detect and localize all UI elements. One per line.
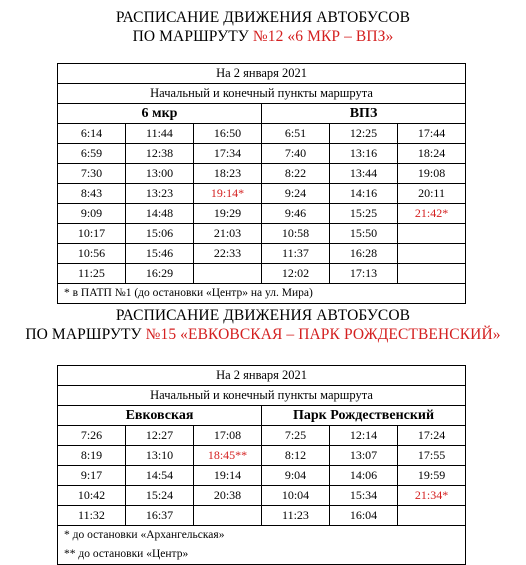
time-row bbox=[58, 244, 466, 264]
time-cell: 19:08 bbox=[398, 164, 466, 184]
time-row bbox=[58, 486, 466, 506]
route12-stop-a: 6 мкр bbox=[58, 104, 262, 124]
time-cell: 17:13 bbox=[330, 264, 398, 284]
route15-date: На 2 января 2021 bbox=[58, 366, 466, 386]
time-cell: 15:25 bbox=[330, 204, 398, 224]
time-cell bbox=[398, 264, 466, 284]
time-row bbox=[58, 446, 466, 466]
time-cell: 15:34 bbox=[330, 486, 398, 506]
time-cell: 21:03 bbox=[194, 224, 262, 244]
time-cell: 13:16 bbox=[330, 144, 398, 164]
route15-title-route: №15 «ЕВКОВСКАЯ – ПАРК РОЖДЕСТВЕНСКИЙ» bbox=[145, 326, 501, 343]
time-cell: 9:09 bbox=[58, 204, 126, 224]
route15-stop-b: Парк Рождественский bbox=[262, 406, 466, 426]
time-cell bbox=[398, 244, 466, 264]
time-cell: 20:38 bbox=[194, 486, 262, 506]
time-cell: 17:08 bbox=[194, 426, 262, 446]
route15-footnote-1: * до остановки «Архангельская» bbox=[58, 526, 466, 546]
time-cell bbox=[194, 506, 262, 526]
time-cell: 8:12 bbox=[262, 446, 330, 466]
time-cell: 16:29 bbox=[126, 264, 194, 284]
route15-points-header: Начальный и конечный пункты маршрута bbox=[58, 386, 466, 406]
time-cell: 7:30 bbox=[58, 164, 126, 184]
time-cell: 19:14 bbox=[194, 466, 262, 486]
time-cell: 10:56 bbox=[58, 244, 126, 264]
time-cell: 12:02 bbox=[262, 264, 330, 284]
time-row bbox=[58, 204, 466, 224]
time-cell: 15:46 bbox=[126, 244, 194, 264]
time-cell: 11:25 bbox=[58, 264, 126, 284]
route15-title-line2 bbox=[0, 325, 526, 344]
time-cell: 18:23 bbox=[194, 164, 262, 184]
time-cell: 6:14 bbox=[58, 124, 126, 144]
time-cell: 13:10 bbox=[126, 446, 194, 466]
time-cell: 10:58 bbox=[262, 224, 330, 244]
route12-title-line1: РАСПИСАНИЕ ДВИЖЕНИЯ АВТОБУСОВ bbox=[115, 9, 411, 26]
route12-title-prefix: ПО МАРШРУТУ bbox=[132, 28, 253, 45]
time-cell: 16:50 bbox=[194, 124, 262, 144]
route12-title-route: №12 «6 МКР – ВПЗ» bbox=[252, 28, 394, 45]
time-cell: 17:44 bbox=[398, 124, 466, 144]
time-cell: 7:25 bbox=[262, 426, 330, 446]
time-row bbox=[58, 466, 466, 486]
time-cell: 20:11 bbox=[398, 184, 466, 204]
route12-points-header: Начальный и конечный пункты маршрута bbox=[58, 84, 466, 104]
time-cell: 9:24 bbox=[262, 184, 330, 204]
time-row bbox=[58, 164, 466, 184]
route12-title-line2 bbox=[0, 27, 526, 46]
time-cell: 14:16 bbox=[330, 184, 398, 204]
time-row bbox=[58, 144, 466, 164]
time-cell: 18:24 bbox=[398, 144, 466, 164]
time-cell: 12:27 bbox=[126, 426, 194, 446]
route12-footnote: * в ПАТП №1 (до остановки «Центр» на ул. Мира) bbox=[58, 284, 466, 304]
time-cell bbox=[398, 506, 466, 526]
time-cell: 18:45** bbox=[194, 446, 262, 466]
time-cell bbox=[398, 224, 466, 244]
time-cell: 13:44 bbox=[330, 164, 398, 184]
time-row bbox=[58, 264, 466, 284]
time-cell: 17:55 bbox=[398, 446, 466, 466]
time-cell: 14:06 bbox=[330, 466, 398, 486]
time-cell bbox=[194, 264, 262, 284]
time-cell: 12:14 bbox=[330, 426, 398, 446]
route15-title-line1: РАСПИСАНИЕ ДВИЖЕНИЯ АВТОБУСОВ bbox=[115, 307, 411, 324]
time-cell: 14:48 bbox=[126, 204, 194, 224]
time-cell: 13:23 bbox=[126, 184, 194, 204]
time-cell: 16:28 bbox=[330, 244, 398, 264]
time-cell: 19:29 bbox=[194, 204, 262, 224]
time-cell: 21:42* bbox=[398, 204, 466, 224]
time-cell: 21:34* bbox=[398, 486, 466, 506]
time-cell: 8:43 bbox=[58, 184, 126, 204]
time-cell: 16:04 bbox=[330, 506, 398, 526]
time-cell: 11:37 bbox=[262, 244, 330, 264]
time-cell: 12:25 bbox=[330, 124, 398, 144]
time-row bbox=[58, 426, 466, 446]
route15-title-prefix: ПО МАРШРУТУ bbox=[25, 326, 146, 343]
time-cell: 7:40 bbox=[262, 144, 330, 164]
time-cell: 7:26 bbox=[58, 426, 126, 446]
time-cell: 6:51 bbox=[262, 124, 330, 144]
time-cell: 8:19 bbox=[58, 446, 126, 466]
time-cell: 10:04 bbox=[262, 486, 330, 506]
time-cell: 15:06 bbox=[126, 224, 194, 244]
route15-stop-a: Евковская bbox=[58, 406, 262, 426]
time-cell: 6:59 bbox=[58, 144, 126, 164]
time-row bbox=[58, 506, 466, 526]
time-cell: 12:38 bbox=[126, 144, 194, 164]
time-cell: 13:07 bbox=[330, 446, 398, 466]
time-cell: 9:17 bbox=[58, 466, 126, 486]
time-row bbox=[58, 184, 466, 204]
route12-schedule-table bbox=[57, 63, 466, 304]
time-cell: 11:32 bbox=[58, 506, 126, 526]
time-cell: 10:42 bbox=[58, 486, 126, 506]
time-cell: 8:22 bbox=[262, 164, 330, 184]
route15-schedule-table bbox=[57, 365, 466, 565]
time-row bbox=[58, 224, 466, 244]
time-cell: 11:44 bbox=[126, 124, 194, 144]
time-cell: 22:33 bbox=[194, 244, 262, 264]
time-cell: 14:54 bbox=[126, 466, 194, 486]
time-cell: 15:50 bbox=[330, 224, 398, 244]
route12-date: На 2 января 2021 bbox=[58, 64, 466, 84]
time-cell: 15:24 bbox=[126, 486, 194, 506]
time-cell: 17:34 bbox=[194, 144, 262, 164]
time-cell: 19:14* bbox=[194, 184, 262, 204]
time-cell: 9:04 bbox=[262, 466, 330, 486]
time-row bbox=[58, 124, 466, 144]
time-cell: 10:17 bbox=[58, 224, 126, 244]
time-cell: 11:23 bbox=[262, 506, 330, 526]
time-cell: 17:24 bbox=[398, 426, 466, 446]
time-cell: 13:00 bbox=[126, 164, 194, 184]
route15-footnote-2: ** до остановки «Центр» bbox=[58, 545, 466, 565]
route12-stop-b: ВПЗ bbox=[262, 104, 466, 124]
time-cell: 9:46 bbox=[262, 204, 330, 224]
time-cell: 19:59 bbox=[398, 466, 466, 486]
time-cell: 16:37 bbox=[126, 506, 194, 526]
